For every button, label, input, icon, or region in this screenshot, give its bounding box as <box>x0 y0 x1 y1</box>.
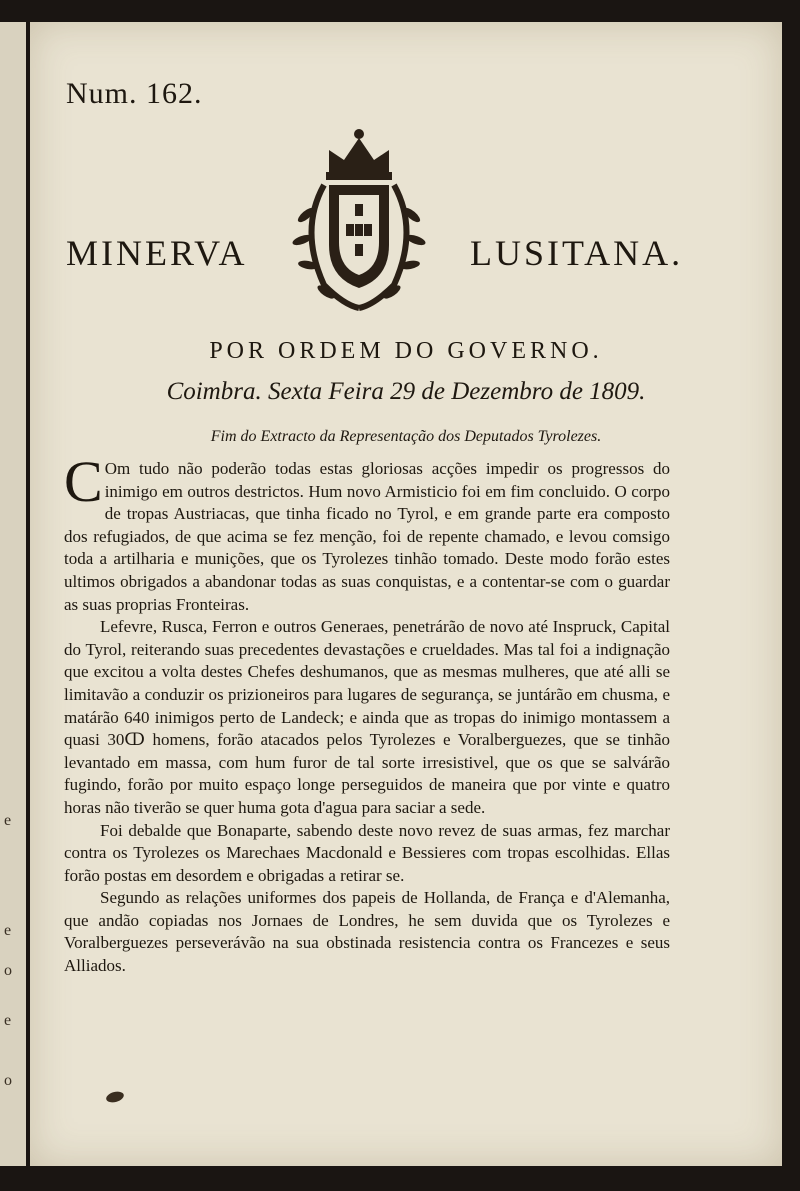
newspaper-page <box>30 22 782 1166</box>
previous-page-edge <box>0 22 26 1166</box>
masthead-title-left: MINERVA <box>66 233 248 273</box>
article-subtitle: Fim do Extracto da Representação dos Deputados Tyrolezes. <box>210 428 602 445</box>
issue-number: Num. 162. <box>66 77 203 110</box>
article-paragraph: Lefevre, Rusca, Ferron e outros Generaes, penetrárão de novo até Inspruck, Capital do Tyrol, reiterando suas precedentes devastações e crueldades. Mas tal foi a indignação que excitou a volta destes Chefes deshumanos, que as mesmas mulheres, que até alli se limitavão a conduzir os prizioneiros para lugares de segurança, se juntárão em chusma, e matárão 640 inimigos perto de Landeck; e ainda que as tropas do inimigo montassem a quasi 30ↀ homens, forão atacados pelos Tyrolezes e Voralberguezes, que se tinhão levantado em massa, com hum furor de tal sorte irresistivel, que os que se salvárão fugindo, forão por muito espaço longe perseguidos de maneira que por vinte e quatro horas não tiverão se quer huma gota d'agua para saciar a sede. <box>64 617 670 817</box>
dateline: Coimbra. Sexta Feira 29 de Dezembro de 1809. <box>166 378 646 405</box>
margin-mark: o <box>4 962 12 979</box>
margin-mark: e <box>4 812 12 829</box>
article-body <box>64 449 670 978</box>
royal-coat-of-arms-icon <box>284 120 434 315</box>
margin-mark: e <box>4 922 12 939</box>
article-paragraph: Segundo as relações uniformes dos papeis de Hollanda, de França e d'Alemanha, que andão copiadas nos Jornaes de Londres, he sem duvida que os Tyrolezes e Voralberguezes perseverávão na sua obstinada resistencia contra os Francezes e seus Alliados. <box>64 888 670 976</box>
ink-smudge <box>105 1090 125 1104</box>
article-paragraph: C Om tudo não poderão todas estas gloriosas acções impedir os progressos do inimigo em outros destrictos. Hum novo Armisticio foi em fim concluido. O corpo de tropas Austriacas, que tinha ficado no Tyrol, e em grande parte era composto dos refugiados, de que acima se fez menção, foi de repente chamado, e levou comsigo toda a artilharia e munições, que os Tyrolezes tinhão tomado. Deste modo forão estes ultimos obrigados a abandonar todas as suas conquistas, e a contentar-se com o guardar as suas proprias Fronteiras. <box>64 449 670 614</box>
masthead-title-right: LUSITANA. <box>470 233 684 273</box>
drop-cap: C <box>64 449 103 514</box>
article-paragraph: Foi debalde que Bonaparte, sabendo deste novo revez de suas armas, fez marchar contra os Tyrolezes os Marechaes Macdonald e Bessieres com tropas escolhidas. Ellas forão postas em desordem e obrigadas a retirar se. <box>64 820 670 885</box>
government-order-line: POR ORDEM DO GOVERNO. <box>209 338 603 364</box>
margin-mark: o <box>4 1072 12 1089</box>
margin-mark: e <box>4 1012 12 1029</box>
